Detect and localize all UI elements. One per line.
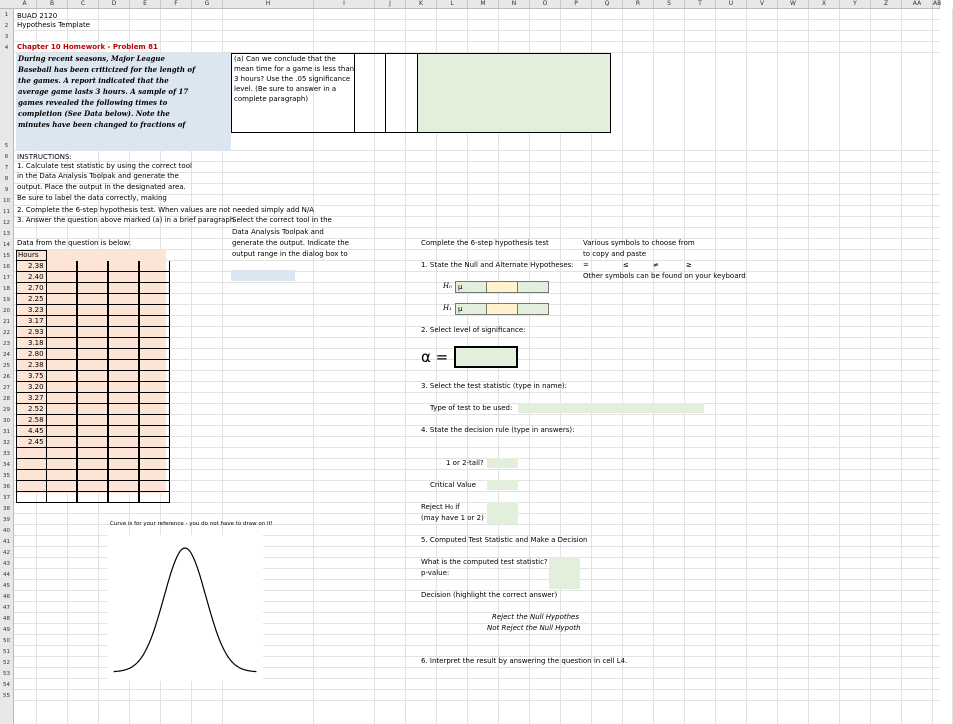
row-header[interactable]: 23	[3, 341, 10, 347]
data-cell[interactable]	[139, 382, 170, 393]
data-cell[interactable]	[46, 426, 77, 437]
gridline-vertical	[808, 9, 809, 724]
data-cell[interactable]	[46, 349, 77, 360]
symbol-ne[interactable]: ≠	[653, 261, 659, 269]
data-cell[interactable]	[139, 415, 170, 426]
data-cell[interactable]	[139, 316, 170, 327]
template-title: Hypothesis Template	[17, 21, 91, 29]
data-cell[interactable]	[108, 492, 139, 503]
toolpak-note: Select the correct tool in the	[232, 216, 332, 224]
data-cell[interactable]	[139, 294, 170, 305]
gridline-vertical	[715, 9, 716, 724]
column-header[interactable]: U	[716, 0, 747, 8]
row-header[interactable]: 20	[3, 308, 10, 314]
row-header[interactable]: 29	[3, 407, 10, 413]
data-cell[interactable]	[46, 338, 77, 349]
row-header[interactable]: 40	[3, 528, 10, 534]
data-cell[interactable]	[77, 393, 108, 404]
row-header[interactable]: 33	[3, 451, 10, 457]
row-header[interactable]: 38	[3, 506, 10, 512]
data-value: 3.20	[28, 383, 44, 391]
column-header[interactable]: W	[778, 0, 809, 8]
data-cell[interactable]	[77, 305, 108, 316]
column-header[interactable]: F	[161, 0, 192, 8]
row-header[interactable]: 52	[3, 660, 10, 666]
column-header[interactable]: O	[530, 0, 561, 8]
problem-line: average game lasts 3 hours. A sample of 17	[18, 87, 189, 96]
symbol-ge[interactable]: ≥	[686, 261, 692, 269]
column-header[interactable]: C	[68, 0, 99, 8]
row-header[interactable]: 39	[3, 517, 10, 523]
row-header[interactable]: 10	[3, 198, 10, 204]
data-cell[interactable]	[46, 316, 77, 327]
tails-label: 1 or 2-tail?	[446, 459, 484, 467]
gridline-vertical	[653, 9, 654, 724]
data-cell[interactable]	[46, 459, 77, 470]
row-header[interactable]: 53	[3, 671, 10, 677]
data-cell[interactable]	[77, 415, 108, 426]
computed-input[interactable]	[549, 557, 580, 589]
row-header[interactable]: 28	[3, 396, 10, 402]
tails-input[interactable]	[487, 458, 518, 468]
gridline-horizontal	[14, 30, 940, 31]
row-header[interactable]: 42	[3, 550, 10, 556]
chapter-title: Chapter 10 Homework - Problem 81	[17, 43, 158, 51]
data-value: 3.27	[28, 394, 44, 402]
column-header[interactable]: P	[561, 0, 592, 8]
gridline-vertical	[746, 9, 747, 724]
data-cell[interactable]	[46, 470, 77, 481]
gridline-horizontal	[14, 689, 940, 690]
question-a-line: mean time for a game is less than	[234, 65, 355, 73]
row-header[interactable]: 46	[3, 594, 10, 600]
gridline-vertical	[622, 9, 623, 724]
data-cell[interactable]	[46, 371, 77, 382]
row-header[interactable]: 49	[3, 627, 10, 633]
data-cell[interactable]	[108, 327, 139, 338]
row-header[interactable]: 43	[3, 561, 10, 567]
toolpak-note: Data Analysis Toolpak and	[232, 228, 324, 236]
data-cell[interactable]	[139, 327, 170, 338]
data-cell[interactable]	[139, 404, 170, 415]
data-value: 2.70	[28, 284, 44, 292]
data-cell[interactable]	[46, 327, 77, 338]
data-cell[interactable]	[46, 393, 77, 404]
gridline-horizontal	[14, 700, 940, 701]
data-cell[interactable]	[139, 272, 170, 283]
data-value: 2.93	[28, 328, 44, 336]
answer-paragraph-cell[interactable]	[418, 53, 611, 133]
data-cell[interactable]	[77, 382, 108, 393]
row-header[interactable]: 2	[4, 23, 9, 29]
data-value: 3.75	[28, 372, 44, 380]
data-cell[interactable]	[108, 294, 139, 305]
symbols-title: Various symbols to choose from	[583, 239, 695, 247]
data-cell[interactable]	[108, 371, 139, 382]
data-value: 3.23	[28, 306, 44, 314]
data-cell[interactable]	[46, 382, 77, 393]
alpha-input[interactable]	[454, 346, 518, 368]
data-cell[interactable]	[108, 382, 139, 393]
row-header[interactable]: 48	[3, 616, 10, 622]
step6-label: 6. Interpret the result by answering the question in cell L4.	[421, 657, 628, 665]
toolpak-note: generate the output. Indicate the	[232, 239, 349, 247]
data-cell[interactable]	[46, 437, 77, 448]
column-header[interactable]: Z	[871, 0, 902, 8]
instructions-title: INSTRUCTIONS:	[17, 153, 72, 161]
data-cell[interactable]	[16, 459, 47, 470]
instruction-line: in the Data Analysis Toolpak and generate the	[17, 172, 179, 180]
data-cell[interactable]	[46, 283, 77, 294]
test-type-label: Type of test to be used:	[430, 404, 513, 412]
h1-operator-cell[interactable]	[487, 303, 518, 315]
toolpak-note: output range in the dialog box to	[232, 250, 348, 258]
column-header[interactable]: T	[685, 0, 716, 8]
h0-value-cell[interactable]	[518, 281, 549, 293]
data-cell[interactable]	[46, 448, 77, 459]
column-header[interactable]: L	[437, 0, 468, 8]
data-cell[interactable]	[77, 316, 108, 327]
reject-label: Reject H₀ if	[421, 503, 460, 511]
data-cell[interactable]	[139, 393, 170, 404]
data-value: 2.25	[28, 295, 44, 303]
gridline-vertical	[870, 9, 871, 724]
data-cell[interactable]	[77, 448, 108, 459]
row-header[interactable]: 9	[4, 187, 9, 193]
problem-line: the games. A report indicated that the	[18, 76, 169, 85]
h0-operator-cell[interactable]	[487, 281, 518, 293]
step5-label: 5. Computed Test Statistic and Make a Decision	[421, 536, 588, 544]
data-cell[interactable]	[139, 360, 170, 371]
data-label: Data from the question is below:	[17, 239, 132, 247]
column-header[interactable]: G	[192, 0, 223, 8]
symbol-le[interactable]: ≤	[623, 261, 629, 269]
row-header[interactable]: 16	[3, 264, 10, 270]
data-cell[interactable]	[77, 371, 108, 382]
data-value: 3.18	[28, 339, 44, 347]
course-title: BUAD 2120	[17, 12, 58, 20]
data-cell[interactable]	[108, 415, 139, 426]
row-header[interactable]: 4	[4, 45, 9, 51]
step2-label: 2. Select level of significance:	[421, 326, 526, 334]
data-cell[interactable]	[139, 305, 170, 316]
instruction-line: 3. Answer the question above marked (a) in a brief paragraph	[17, 216, 235, 224]
answer-cell-k[interactable]	[355, 53, 386, 133]
gridline-horizontal	[14, 227, 940, 228]
output-range-cell[interactable]	[231, 270, 295, 281]
data-cell[interactable]	[139, 283, 170, 294]
row-header[interactable]: 30	[3, 418, 10, 424]
step4-label: 4. State the decision rule (type in answers):	[421, 426, 575, 434]
row-header[interactable]: 6	[4, 154, 9, 160]
column-header[interactable]: R	[623, 0, 654, 8]
gridline-vertical	[777, 9, 778, 724]
row-header[interactable]: 27	[3, 385, 10, 391]
instruction-line: 1. Calculate test statistic by using the correct tool	[17, 162, 192, 170]
data-cell[interactable]	[16, 492, 47, 503]
row-header[interactable]: 18	[3, 286, 10, 292]
data-cell[interactable]	[77, 349, 108, 360]
row-header[interactable]: 34	[3, 462, 10, 468]
data-cell[interactable]	[46, 404, 77, 415]
data-cell[interactable]	[108, 470, 139, 481]
data-cell[interactable]	[46, 481, 77, 492]
normal-curve-image	[107, 535, 263, 681]
row-header[interactable]: 44	[3, 572, 10, 578]
question-a-line: (a) Can we conclude that the	[234, 55, 336, 63]
data-cell[interactable]	[108, 393, 139, 404]
data-cell[interactable]	[77, 492, 108, 503]
data-cell[interactable]	[139, 261, 170, 272]
data-cell[interactable]	[139, 459, 170, 470]
data-cell[interactable]	[108, 338, 139, 349]
data-cell[interactable]	[108, 404, 139, 415]
data-value: 2.38	[28, 361, 44, 369]
column-header[interactable]: K	[406, 0, 437, 8]
computed-label: What is the computed test statistic?	[421, 558, 548, 566]
data-cell[interactable]	[77, 261, 108, 272]
problem-line: minutes have been changed to fractions of	[18, 120, 186, 129]
column-header[interactable]: AA	[902, 0, 933, 8]
step3-label: 3. Select the test statistic (type in name):	[421, 382, 568, 390]
data-header-label: Hours	[18, 251, 39, 259]
reject-input[interactable]	[487, 502, 518, 524]
data-cell[interactable]	[77, 360, 108, 371]
column-header[interactable]: AB	[933, 0, 942, 7]
question-a-line: complete paragraph)	[234, 95, 309, 103]
curve-note: Curve is for your reference - you do not have to draw on it!	[110, 521, 273, 527]
data-cell[interactable]	[108, 305, 139, 316]
data-cell[interactable]	[108, 261, 139, 272]
data-cell[interactable]	[77, 481, 108, 492]
test-type-input[interactable]	[518, 403, 704, 413]
gridline-vertical	[901, 9, 902, 724]
row-header[interactable]: 13	[3, 231, 10, 237]
answer-cell-l[interactable]	[386, 53, 418, 133]
data-cell[interactable]	[77, 437, 108, 448]
gridline-vertical	[684, 9, 685, 724]
data-cell[interactable]	[77, 426, 108, 437]
data-cell[interactable]	[139, 481, 170, 492]
data-cell[interactable]	[46, 294, 77, 305]
data-cell[interactable]	[108, 437, 139, 448]
data-cell[interactable]	[108, 349, 139, 360]
row-header[interactable]: 15	[3, 253, 10, 259]
data-value: 4.45	[28, 427, 44, 435]
data-cell[interactable]	[139, 349, 170, 360]
row-header[interactable]: 19	[3, 297, 10, 303]
row-header[interactable]: 17	[3, 275, 10, 281]
data-cell[interactable]	[139, 448, 170, 459]
data-cell[interactable]	[77, 404, 108, 415]
row-header[interactable]: 24	[3, 352, 10, 358]
column-header[interactable]: X	[809, 0, 840, 8]
gridline-horizontal	[14, 19, 940, 20]
h1-value-cell[interactable]	[518, 303, 549, 315]
row-header[interactable]: 26	[3, 374, 10, 380]
column-header[interactable]: M	[468, 0, 499, 8]
critical-label: Critical Value	[430, 481, 476, 489]
data-cell[interactable]	[77, 338, 108, 349]
step1-label: 1. State the Null and Alternate Hypotheses:	[421, 261, 574, 269]
problem-line: Baseball has been criticized for the length of	[18, 65, 196, 74]
column-header[interactable]: J	[375, 0, 406, 8]
row-header[interactable]: 47	[3, 605, 10, 611]
decision-label: Decision (highlight the correct answer)	[421, 591, 558, 599]
symbols-title: to copy and paste	[583, 250, 647, 258]
row-header[interactable]: 32	[3, 440, 10, 446]
data-value: 3.17	[28, 317, 44, 325]
instruction-line: Be sure to label the data correctly, making	[17, 194, 167, 202]
column-header[interactable]: D	[99, 0, 130, 8]
instruction-line: output. Place the output in the designated area.	[17, 183, 186, 191]
row-header[interactable]: 41	[3, 539, 10, 545]
data-cell[interactable]	[108, 272, 139, 283]
critical-input[interactable]	[487, 480, 518, 490]
row-header[interactable]: 7	[4, 165, 9, 171]
question-a-line: 3 hours? Use the .05 significance	[234, 75, 351, 83]
row-header[interactable]: 11	[3, 209, 10, 215]
problem-line: games revealed the following times to	[18, 98, 168, 107]
h1-label: H₁	[443, 304, 452, 312]
steps-heading: Complete the 6-step hypothesis test	[421, 239, 549, 247]
row-header[interactable]: 51	[3, 649, 10, 655]
gridline-horizontal	[14, 41, 940, 42]
data-cell[interactable]	[16, 481, 47, 492]
row-header[interactable]: 50	[3, 638, 10, 644]
column-header[interactable]: H	[223, 0, 314, 8]
row-header[interactable]: 3	[4, 34, 9, 40]
decision-option-not-reject[interactable]: Not Reject the Null Hypoth	[487, 624, 581, 632]
data-cell[interactable]	[77, 294, 108, 305]
problem-box	[16, 53, 231, 151]
data-cell[interactable]	[139, 426, 170, 437]
column-header[interactable]: N	[499, 0, 530, 8]
data-cell[interactable]	[139, 470, 170, 481]
row-header[interactable]: 25	[3, 363, 10, 369]
gridline-vertical	[932, 9, 933, 724]
row-header[interactable]: 12	[3, 220, 10, 226]
data-cell[interactable]	[108, 283, 139, 294]
data-value: 2.38	[28, 262, 44, 270]
data-cell[interactable]	[77, 327, 108, 338]
instruction-line: 2. Complete the 6-step hypothesis test. When values are not needed simply add N/A	[17, 206, 315, 214]
problem-line: completion (See Data below). Note the	[18, 109, 170, 118]
data-cell[interactable]	[139, 437, 170, 448]
decision-option-reject[interactable]: Reject the Null Hypothes	[492, 613, 580, 621]
row-header[interactable]: 1	[4, 12, 9, 18]
data-cell[interactable]	[139, 371, 170, 382]
data-cell[interactable]	[77, 459, 108, 470]
row-header[interactable]: 55	[3, 693, 10, 699]
row-header[interactable]: 36	[3, 484, 10, 490]
row-header[interactable]: 54	[3, 682, 10, 688]
problem-line: During recent seasons, Major League	[18, 54, 165, 63]
data-cell[interactable]	[16, 448, 47, 459]
row-header[interactable]: 21	[3, 319, 10, 325]
data-cell[interactable]	[139, 338, 170, 349]
row-header[interactable]: 5	[4, 143, 9, 149]
data-cell[interactable]	[77, 470, 108, 481]
data-cell[interactable]	[77, 272, 108, 283]
alpha-label: α =	[421, 348, 449, 366]
column-header[interactable]: V	[747, 0, 778, 8]
pvalue-label: p-value:	[421, 569, 450, 577]
column-header[interactable]: A	[13, 0, 37, 8]
data-value: 2.52	[28, 405, 44, 413]
row-header[interactable]: 37	[3, 495, 10, 501]
data-cell[interactable]	[46, 492, 77, 503]
column-header[interactable]: Y	[840, 0, 871, 8]
data-value: 2.40	[28, 273, 44, 281]
column-header[interactable]: I	[314, 0, 375, 8]
data-cell[interactable]	[108, 481, 139, 492]
data-cell[interactable]	[46, 305, 77, 316]
column-header[interactable]: Q	[592, 0, 623, 8]
question-a-line: level. (Be sure to answer in a	[234, 85, 337, 93]
h0-mu-cell[interactable]: μ	[455, 281, 487, 293]
row-header[interactable]: 31	[3, 429, 10, 435]
h1-mu-cell[interactable]: μ	[455, 303, 487, 315]
gridline-vertical	[839, 9, 840, 724]
data-cell[interactable]	[77, 283, 108, 294]
h0-label: H₀	[443, 282, 452, 290]
may-have-label: (may have 1 or 2)	[421, 514, 484, 522]
data-value: 2.45	[28, 438, 44, 446]
data-cell[interactable]	[108, 360, 139, 371]
data-value: 2.80	[28, 350, 44, 358]
symbol-equal[interactable]: =	[583, 261, 589, 269]
row-header[interactable]: 8	[4, 176, 9, 182]
row-header[interactable]: 45	[3, 583, 10, 589]
data-cell[interactable]	[108, 448, 139, 459]
symbols-note: Other symbols can be found on your keyboard	[583, 272, 746, 280]
data-cell[interactable]	[108, 459, 139, 470]
data-cell[interactable]	[46, 272, 77, 283]
data-cell[interactable]	[108, 316, 139, 327]
data-cell[interactable]	[139, 492, 170, 503]
row-header[interactable]: 22	[3, 330, 10, 336]
data-cell[interactable]	[46, 360, 77, 371]
row-header[interactable]: 14	[3, 242, 10, 248]
data-cell[interactable]	[46, 415, 77, 426]
row-header[interactable]: 35	[3, 473, 10, 479]
column-header[interactable]: B	[37, 0, 68, 8]
data-cell[interactable]	[108, 426, 139, 437]
column-header[interactable]: E	[130, 0, 161, 8]
column-header[interactable]: S	[654, 0, 685, 8]
data-cell[interactable]	[16, 470, 47, 481]
data-cell[interactable]	[46, 261, 77, 272]
data-value: 2.58	[28, 416, 44, 424]
